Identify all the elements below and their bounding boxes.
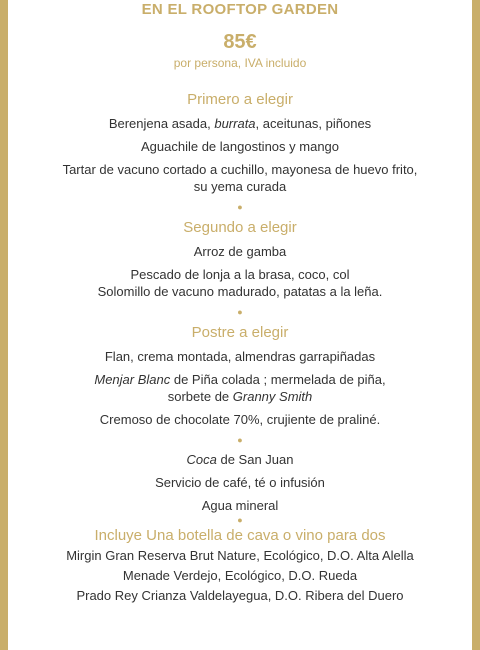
wine-list <box>8 546 472 606</box>
section-title-vinos: Incluye Una botella de cava o vino para dos <box>94 527 386 544</box>
wine-item: Prado Rey Crianza Valdelayegua, D.O. Ribera del Duero <box>76 588 404 603</box>
menu-content <box>8 0 472 606</box>
dish-solomillo: Solomillo de vacuno madurado, patatas a la leña. <box>97 284 383 299</box>
dessert-cremoso: Cremoso de chocolate 70%, crujiente de praliné. <box>99 412 381 427</box>
dessert-flan: Flan, crema montada, almendras garrapiñadas <box>104 349 376 364</box>
dish-arroz: Arroz de gamba <box>193 244 287 259</box>
extra-coca: Coca de San Juan <box>186 452 294 467</box>
separator-dot: ● <box>237 307 243 317</box>
separator-dot: ● <box>237 435 243 445</box>
wine-item: Mirgin Gran Reserva Brut Nature, Ecológico, D.O. Alta Alella <box>66 548 414 563</box>
section-title-segundo: Segundo a elegir <box>183 219 297 236</box>
price-note: por persona, IVA incluido <box>173 56 307 70</box>
dish-aguachile: Aguachile de langostinos y mango <box>140 139 340 154</box>
menu-title: EN EL ROOFTOP GARDEN <box>141 1 339 18</box>
dish-pescado: Pescado de lonja a la brasa, coco, col <box>130 267 350 282</box>
extra-agua: Agua mineral <box>201 498 279 513</box>
menu-price: 85€ <box>223 31 257 53</box>
extra-cafe: Servicio de café, té o infusión <box>155 475 325 490</box>
dessert-menjar-blanc: Menjar Blanc de Piña colada ; mermelada de piña, sorbete de Granny Smith <box>94 372 386 404</box>
dish-tartar: Tartar de vacuno cortado a cuchillo, mayonesa de huevo frito, su yema curada <box>62 162 418 194</box>
separator-dot: ● <box>237 515 243 525</box>
section-title-primero: Primero a elegir <box>187 91 293 108</box>
section-title-postre: Postre a elegir <box>191 324 289 341</box>
frame-right-border <box>472 0 480 650</box>
wine-item: Menade Verdejo, Ecológico, D.O. Rueda <box>122 568 358 583</box>
dish-berenjena: Berenjena asada, burrata, aceitunas, piñones <box>108 116 372 131</box>
frame-left-border <box>0 0 8 650</box>
separator-dot: ● <box>237 202 243 212</box>
